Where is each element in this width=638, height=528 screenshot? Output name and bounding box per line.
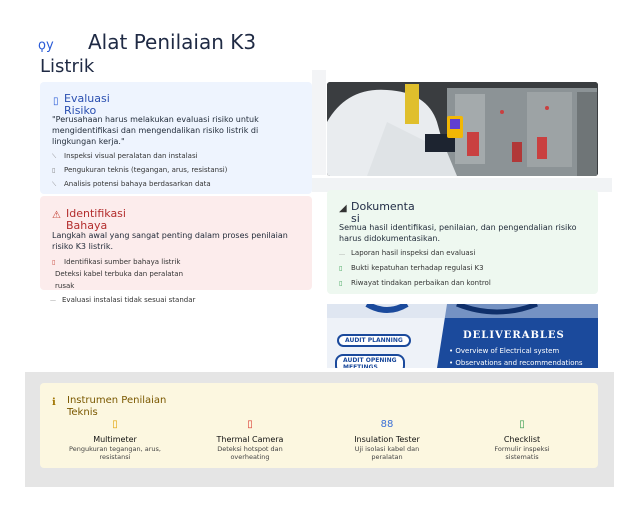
page-title-line2: Listrik <box>40 56 95 77</box>
tool-thermal-camera <box>195 419 305 461</box>
hazard-identification-card <box>40 196 312 290</box>
list-item: ▯ Pengukuran teknis (tegangan, arus, resistansi) <box>52 166 228 174</box>
documentation-card <box>327 190 598 294</box>
list-item: ⟍ Analisis potensi bahaya berdasarkan data <box>52 180 211 188</box>
tool-multimeter <box>60 419 170 461</box>
list-item: Deteksi kabel terbuka dan peralatan <box>55 270 184 278</box>
multimeter-icon: ▯ <box>112 419 118 430</box>
tools-title: Instrumen Penilaian Teknis <box>67 395 167 418</box>
list-item: ▯ Bukti kepatuhan terhadap regulasi K3 <box>339 264 484 272</box>
checklist-icon: ▯ <box>519 419 525 430</box>
technician-photo-illustration <box>327 82 598 176</box>
card-title: Dokumenta si <box>351 200 415 225</box>
deliverables-heading: DELIVERABLES <box>463 330 565 341</box>
deliverable-item: • Overview of Electrical system <box>449 347 560 355</box>
document-icon: ◢ <box>339 203 347 214</box>
list-item: — Evaluasi instalasi tidak sesuai standar <box>50 296 196 304</box>
tool-name: Insulation Tester <box>354 435 420 444</box>
card-title: Identifikasi Bahaya <box>66 207 126 232</box>
insulation-tester-icon: 88 <box>380 419 394 430</box>
tool-name: Multimeter <box>93 435 137 444</box>
clipboard-icon: ▯ <box>53 96 59 107</box>
warning-icon: ⚠ <box>52 210 61 221</box>
audit-opening-pill: AUDIT OPENING MEETINGS <box>335 354 405 368</box>
page-title: Alat Penilaian K3 <box>88 30 257 54</box>
tool-checklist <box>467 419 577 461</box>
tool-desc: Formulir inspeksi sistematis <box>494 445 550 461</box>
technician-photo <box>327 82 598 176</box>
tool-insulation-tester <box>332 419 442 461</box>
audit-planning-pill: AUDIT PLANNING <box>337 334 411 347</box>
list-item: ▯ Riwayat tindakan perbaikan dan kontrol <box>339 279 491 287</box>
list-item: ⟍ Inspeksi visual peralatan dan instalasi <box>52 152 198 160</box>
tool-name: Thermal Camera <box>216 435 284 444</box>
risk-evaluation-card <box>40 82 312 194</box>
card-quote: "Perusahaan harus melakukan evaluasi risiko untuk mengidentifikasi dan mengendalikan risiko listrik di lingkungan kerja." <box>52 115 259 146</box>
logo: ϙy <box>38 38 54 53</box>
tool-name: Checklist <box>503 435 541 444</box>
deliverables-banner <box>327 304 598 368</box>
list-item: rusak <box>55 282 75 290</box>
deliverable-item: • Observations and recommendations <box>449 359 583 367</box>
info-icon: ℹ <box>52 397 56 408</box>
card-title: Evaluasi Risiko <box>64 92 110 117</box>
list-item: … Laporan hasil inspeksi dan evaluasi <box>339 249 476 257</box>
list-item: ▯ Identifikasi sumber bahaya listrik <box>52 258 181 266</box>
card-text: Langkah awal yang sangat penting dalam proses penilaian risiko K3 listrik. <box>52 231 288 251</box>
tool-desc: Pengukuran tegangan, arus, resistansi <box>69 445 161 461</box>
tools-card <box>40 383 598 468</box>
divider <box>312 70 326 175</box>
tool-desc: Deteksi hotspot dan overheating <box>217 445 283 461</box>
tool-desc: Uji isolasi kabel dan peralatan <box>354 445 420 461</box>
card-text: Semua hasil identifikasi, penilaian, dan pengendalian risiko harus didokumentasikan. <box>339 223 577 243</box>
thermal-camera-icon: ▯ <box>247 419 253 430</box>
